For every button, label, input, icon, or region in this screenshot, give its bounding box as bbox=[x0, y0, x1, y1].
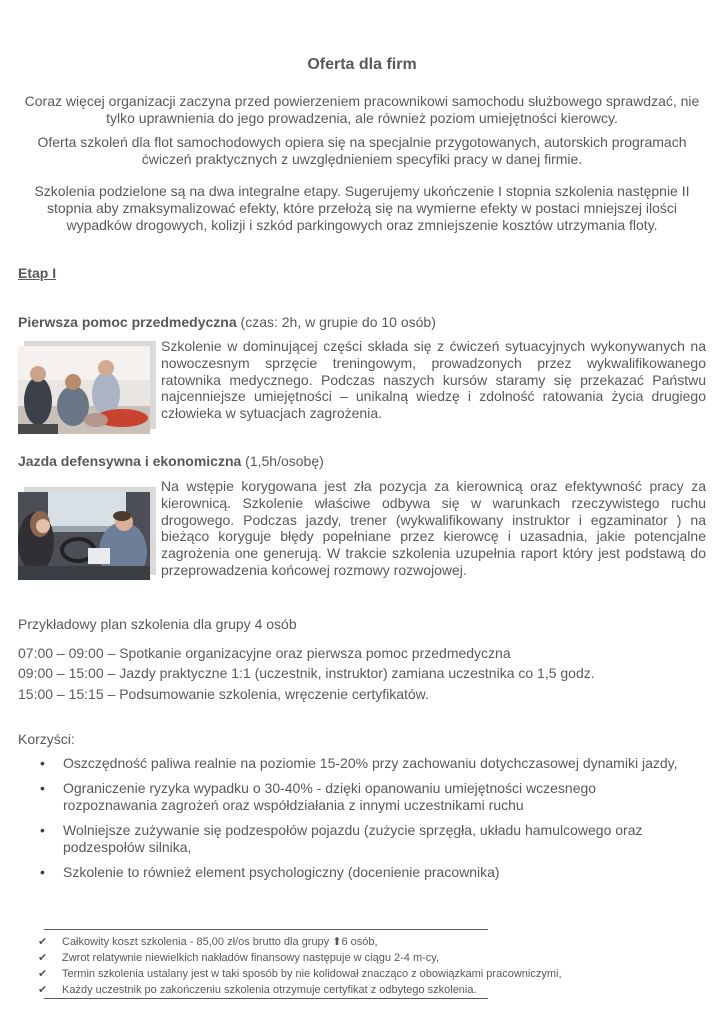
bullet-icon: • bbox=[40, 864, 45, 880]
checkmark-icon: ✔ bbox=[38, 936, 48, 948]
plan-title: Przykładowy plan szkolenia dla grupy 4 osób bbox=[18, 616, 297, 632]
note-item bbox=[38, 950, 678, 966]
note-item bbox=[38, 934, 678, 950]
section1-title: Pierwsza pomoc przedmedyczna bbox=[18, 314, 237, 330]
first-aid-image bbox=[18, 346, 150, 434]
bullet-icon: • bbox=[40, 780, 45, 796]
benefit-item bbox=[38, 822, 678, 856]
section1-text: Szkolenie w dominującej części składa się z ćwiczeń sytuacyjnych wykonywanych na nowoczesnym sprzęcie treningowym, prowadzonych przez wykwalifikowanego ratownika medycznego. Podczas naszych kursów staramy się przekazać Państwu najcenniejsze umiejętności – unikalną wiedzę i zdolność ratowania życia drugiego człowieka w sytuacjach zagrożenia. bbox=[161, 338, 706, 422]
section1-heading bbox=[18, 314, 436, 330]
stage-heading: Etap I bbox=[18, 265, 57, 281]
first-aid-photo bbox=[18, 346, 150, 434]
bullet-icon: • bbox=[40, 822, 45, 838]
benefit-text: Wolniejsze zużywanie się podzespołów pojazdu (zużycie sprzęgła, układu hamulcowego oraz podzespołów silnika, bbox=[63, 822, 643, 855]
section2-meta: (1,5h/osobę) bbox=[241, 453, 324, 469]
note-item bbox=[38, 982, 678, 998]
intro-paragraph-1: Coraz więcej organizacji zaczyna przed powierzeniem pracownikowi samochodu służbowego sprawdzać, nie tylko uprawnienia do jego prowadzenia, ale również poziom umiejętności kierowcy. bbox=[24, 93, 700, 126]
benefit-item bbox=[38, 755, 678, 772]
intro-paragraph-3: Szkolenia podzielone są na dwa integralne etapy. Sugerujemy ukończenie I stopnia szkolenia następnie II stopnia aby zmaksymalizować efekty, które przełożą się na wymierne efekty w postaci mniejszej ilości wypadków drogowych, kolizji i szkód parkingowych oraz zmniejszenie kosztów utrzymania floty. bbox=[34, 183, 690, 233]
checkmark-icon: ✔ bbox=[38, 952, 48, 964]
section2-text: Na wstępie korygowana jest zła pozycja za kierownicą oraz efektywność pracy za kierownicą. Szkolenie właściwe odbywa się w warunkach rzeczywistego ruchu drogowego. Podczas jazdy, trener (wykwalifikowany instruktor i egzaminator ) na bieżąco koryguje błędy popełniane przez kierowcę i uzasadnia, jakie potencjalne zagrożenia one generują. W trakcie szkolenia uzupełnia raport który jest podstawą do przeprowadzenia końcowej rozmowy rozwojowej. bbox=[161, 478, 706, 578]
benefits-list bbox=[38, 755, 678, 889]
notes-bottom-rule bbox=[44, 998, 488, 999]
note-text: Zwrot relatywnie niewielkich nakładów finansowy następuje w ciągu 2-4 m-cy, bbox=[62, 952, 440, 964]
section1-meta: (czas: 2h, w grupie do 10 osób) bbox=[236, 314, 436, 330]
note-text: Każdy uczestnik po zakończeniu szkolenia otrzymuje certyfikat z odbytego szkolenia. bbox=[62, 984, 477, 996]
bullet-icon: • bbox=[40, 755, 45, 771]
note-item bbox=[38, 966, 678, 982]
plan-item: 15:00 – 15:15 – Podsumowanie szkolenia, wręczenie certyfikatów. bbox=[18, 686, 429, 702]
note-text: Całkowity koszt szkolenia - 85,00 zł/os brutto dla grupy ⬆6 osób, bbox=[62, 936, 378, 948]
benefit-item bbox=[38, 780, 678, 814]
benefit-text: Szkolenie to również element psychologiczny (docenienie pracownika) bbox=[63, 864, 500, 880]
benefit-text: Oszczędność paliwa realnie na poziomie 15-20% przy zachowaniu dotychczasowej dynamiki jazdy, bbox=[63, 755, 678, 771]
plan-item: 07:00 – 09:00 – Spotkanie organizacyjne oraz pierwsza pomoc przedmedyczna bbox=[18, 645, 511, 661]
intro-paragraph-2: Oferta szkoleń dla flot samochodowych opiera się na specjalnie przygotowanych, autorskich programach ćwiczeń praktycznych z uwzględnieniem specyfiki pracy w danej firmie. bbox=[37, 134, 687, 167]
section2-heading bbox=[18, 453, 324, 469]
checkmark-icon: ✔ bbox=[38, 984, 48, 996]
note-text: Termin szkolenia ustalany jest w taki sposób by nie kolidował znacząco z obowiązkami pracowniczymi, bbox=[62, 968, 562, 980]
benefits-title: Korzyści: bbox=[18, 731, 75, 747]
notes-list bbox=[38, 934, 678, 998]
benefit-item bbox=[38, 864, 678, 881]
notes-top-rule bbox=[44, 929, 488, 930]
benefit-text: Ograniczenie ryzyka wypadku o 30-40% - dzięki opanowaniu umiejętności wczesnego rozpoznawania zagrożeń oraz współdziałania z innymi uczestnikami ruchu bbox=[63, 780, 597, 813]
section2-title: Jazda defensywna i ekonomiczna bbox=[18, 453, 242, 469]
driving-photo bbox=[18, 492, 150, 580]
page-title: Oferta dla firm bbox=[307, 56, 417, 73]
checkmark-icon: ✔ bbox=[38, 968, 48, 980]
plan-item: 09:00 – 15:00 – Jazdy praktyczne 1:1 (uczestnik, instruktor) zamiana uczestnika co 1,5 godz. bbox=[18, 665, 595, 681]
driving-image bbox=[18, 492, 150, 580]
